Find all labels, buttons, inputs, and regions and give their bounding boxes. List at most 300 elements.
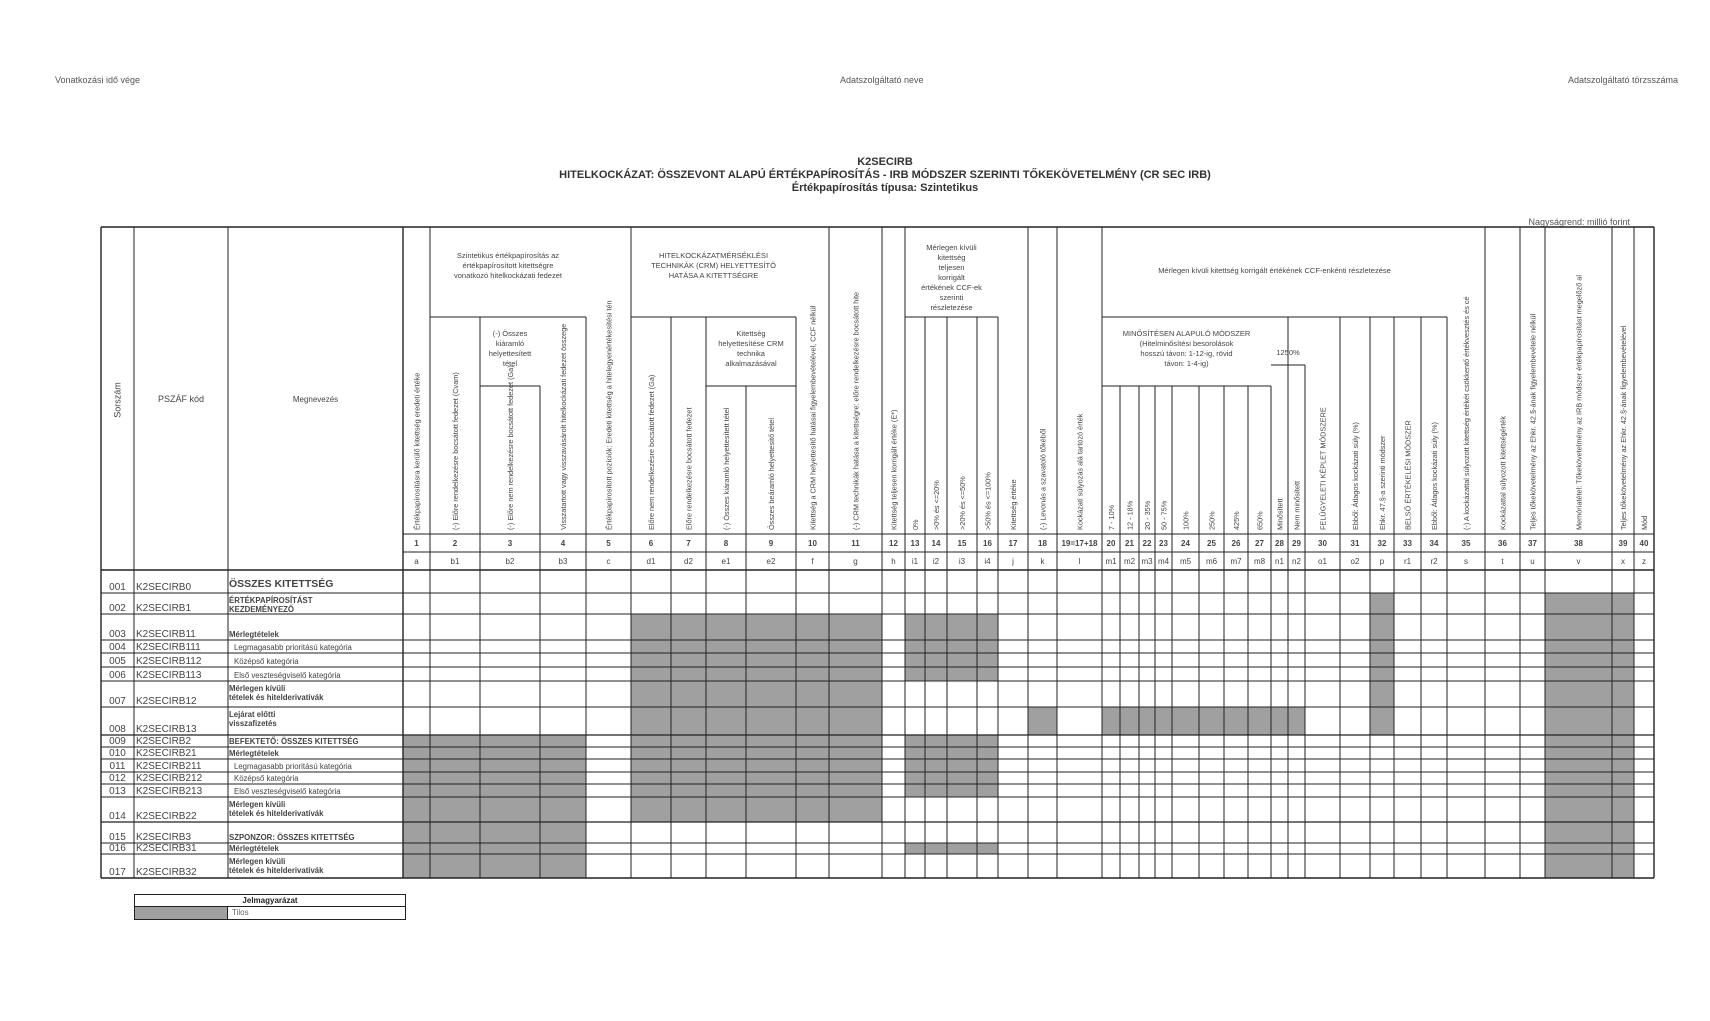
column-header-v: Memóriatétel: Tőkekövetelmény az IRB módszer értékpapírosítást megelőző al <box>1574 275 1584 530</box>
forbidden-cell <box>1612 614 1634 640</box>
column-header-i3: >20% és <=50% <box>958 476 967 530</box>
column-header-b1: (-) Előre rendelkezésre bocsátott fedezet (Cvam) <box>451 372 460 530</box>
forbidden-cell <box>829 667 882 681</box>
column-letter: u <box>1530 557 1535 566</box>
forbidden-cell <box>631 797 671 822</box>
forbidden-cell <box>403 797 430 822</box>
row-name: SZPONZOR: ÖSSZES KITETTSÉG <box>229 833 355 842</box>
forbidden-cell <box>540 822 586 843</box>
group-header-g2: kiáramló <box>495 339 525 348</box>
row-name: Mérlegen kívüli <box>229 857 286 866</box>
row-number: 011 <box>109 761 126 772</box>
column-letter: b1 <box>450 557 460 566</box>
column-number: 12 <box>889 539 898 548</box>
forbidden-cell <box>430 759 480 772</box>
forbidden-cell <box>430 772 480 784</box>
forbidden-cell <box>977 759 998 772</box>
forbidden-cell <box>1370 681 1394 707</box>
column-number: 20 <box>1106 539 1116 548</box>
column-letter: g <box>853 557 858 566</box>
unit-label: Nagyságrend: millió forint <box>1528 217 1630 227</box>
group-header-g6: Mérlegen kívüli kitettség korrigált értékének CCF-enkénti részletezése <box>1158 266 1391 275</box>
column-header-m8: 650% <box>1255 511 1265 530</box>
forbidden-cell <box>947 772 977 784</box>
column-number: 38 <box>1574 539 1583 548</box>
forbidden-cell <box>403 747 430 759</box>
column-letter: m6 <box>1205 557 1218 566</box>
column-letter: o2 <box>1350 557 1360 566</box>
forbidden-cell <box>947 640 977 653</box>
forbidden-cell <box>947 667 977 681</box>
forbidden-cell <box>1545 640 1612 653</box>
forbidden-cell <box>829 797 882 822</box>
row-code: K2SECIRB212 <box>136 773 203 784</box>
column-letter: m3 <box>1141 557 1153 566</box>
column-letter: b2 <box>505 557 515 566</box>
column-number: 2 <box>452 539 458 548</box>
column-header-u: Teljes tőkekövetelmény az Ehkr. 42.§-ának figyelembevétele nélkül <box>1528 313 1538 530</box>
forbidden-cell <box>671 667 706 681</box>
row-number: 005 <box>109 656 126 667</box>
forbidden-cell <box>631 653 671 667</box>
column-letter: d2 <box>684 557 693 566</box>
row-name: Legmagasabb prioritású kategória <box>234 643 352 652</box>
group-header-g7: MINŐSÍTÉSEN ALAPULÓ MÓDSZER <box>1122 329 1251 338</box>
row-name: Mérlegen kívüli <box>229 800 286 809</box>
column-letter: v <box>1576 557 1581 566</box>
forbidden-cell <box>977 653 998 667</box>
forbidden-cell <box>1612 822 1634 843</box>
column-header-d1: Előre nem rendelkezésre bocsátott fedezet (Ga) <box>647 374 656 530</box>
forbidden-cell <box>1370 707 1394 735</box>
column-header-e2: Összes beáramló helyettesítő tétel <box>767 418 776 530</box>
column-letter: e1 <box>721 557 731 566</box>
forbidden-cell <box>706 640 746 653</box>
legend-swatch <box>135 907 228 919</box>
column-letter: a <box>414 557 419 566</box>
column-number: 31 <box>1350 539 1360 548</box>
column-number: 8 <box>723 539 729 548</box>
row-code: K2SECIRB22 <box>136 811 197 822</box>
forbidden-cell <box>540 735 586 747</box>
forbidden-cell <box>1545 667 1612 681</box>
group-header-g7: távon: 1-4-ig) <box>1164 359 1209 368</box>
row-code: K2SECIRB3 <box>136 832 192 843</box>
row-name: Legmagasabb prioritású kategória <box>234 762 352 771</box>
column-header-s: (-) A kockázattal súlyozott kitettség értékét csökkentő értékvesztés és cé <box>1462 296 1471 530</box>
row-code: K2SECIRB2 <box>136 736 192 747</box>
forbidden-cell <box>796 772 829 784</box>
column-letter: m7 <box>1230 557 1242 566</box>
forbidden-cell <box>430 843 480 854</box>
row-code: K2SECIRB113 <box>136 670 202 681</box>
forbidden-cell <box>829 735 882 747</box>
column-number: 7 <box>686 539 691 548</box>
row-code: K2SECIRB112 <box>136 656 202 667</box>
reporting-period-label: Vonatkozási idő vége <box>55 75 141 85</box>
forbidden-cell <box>706 681 746 707</box>
forbidden-cell <box>540 772 586 784</box>
forbidden-cell <box>480 854 540 878</box>
column-header-h: Kitettség teljesen korrigált értéke (E*) <box>889 409 899 530</box>
forbidden-cell <box>925 640 947 653</box>
column-number: 22 <box>1142 539 1152 548</box>
column-header-d2: Előre rendelkezésre bocsátott fedezet <box>684 407 694 530</box>
row-number: 004 <box>109 642 126 653</box>
reporter-id-label: Adatszolgáltató törzsszáma <box>1568 75 1679 85</box>
column-number: 19=17+18 <box>1061 539 1098 548</box>
forbidden-cell <box>671 640 706 653</box>
forbidden-cell <box>1612 747 1634 759</box>
forbidden-cell <box>403 822 430 843</box>
group-header-g2: tétel <box>502 359 518 368</box>
column-number: 39 <box>1618 539 1628 548</box>
forbidden-cell <box>1612 797 1634 822</box>
row-code: K2SECIRB1 <box>136 603 192 614</box>
forbidden-cell <box>947 653 977 667</box>
forbidden-cell <box>796 614 829 640</box>
row-name: ÉRTÉKPAPÍROSÍTÁST <box>229 596 313 605</box>
column-header-m5: 100% <box>1181 511 1191 530</box>
forbidden-cell <box>706 707 746 735</box>
group-header-g5: kitettség <box>937 253 966 262</box>
row-number: 008 <box>109 724 126 735</box>
forbidden-cell <box>1370 614 1394 640</box>
column-number: 36 <box>1498 539 1507 548</box>
row-code: K2SECIRB31 <box>136 843 197 854</box>
column-letter: z <box>1642 557 1646 566</box>
column-header-r2: Ebből: Átlagos kockázati súly (%) <box>1430 422 1439 530</box>
forbidden-cell <box>977 640 998 653</box>
column-header-r1: BELSŐ ÉRTÉKELÉSI MÓDSZER <box>1403 420 1413 530</box>
column-header-m3: 20 - 35% <box>1143 500 1152 530</box>
column-letter: r1 <box>1403 557 1412 566</box>
forbidden-cell <box>631 747 671 759</box>
forbidden-cell <box>829 759 882 772</box>
column-header-p: Ehkr. 47.§-a szerinti módszer <box>1378 435 1387 530</box>
legend <box>134 894 406 920</box>
column-header-t: Kockázattal súlyozott kitettségérték <box>1498 416 1508 530</box>
column-number: 37 <box>1528 539 1537 548</box>
column-letter: i4 <box>984 557 991 566</box>
forbidden-cell <box>746 653 796 667</box>
column-letter: m8 <box>1253 557 1266 566</box>
forbidden-cell <box>829 681 882 707</box>
row-code: K2SECIRB111 <box>136 642 201 653</box>
row-number: 003 <box>109 629 126 640</box>
forbidden-cell <box>480 784 540 797</box>
forbidden-cell <box>1120 707 1139 735</box>
forbidden-cell <box>1612 759 1634 772</box>
row-name: Lejárat előtti <box>229 710 276 719</box>
forbidden-cell <box>430 735 480 747</box>
row-number: 009 <box>109 736 126 747</box>
forbidden-cell <box>925 747 947 759</box>
column-number: 15 <box>957 539 967 548</box>
column-number: 40 <box>1639 539 1649 548</box>
forbidden-cell <box>403 843 430 854</box>
column-letter: m4 <box>1157 557 1170 566</box>
forbidden-cell <box>671 784 706 797</box>
forbidden-cell <box>706 784 746 797</box>
forbidden-cell <box>1612 653 1634 667</box>
forbidden-cell <box>430 822 480 843</box>
forbidden-cell <box>480 747 540 759</box>
group-header-g5: Mérlegen kívüli <box>926 243 977 252</box>
forbidden-cell <box>977 747 998 759</box>
forbidden-cell <box>977 667 998 681</box>
forbidden-cell <box>540 843 586 854</box>
row-name: Első veszteségviselő kategória <box>234 787 341 796</box>
forbidden-cell <box>540 747 586 759</box>
forbidden-cell <box>829 772 882 784</box>
row-name: Mérlegtételek <box>229 844 279 853</box>
forbidden-cell <box>796 653 829 667</box>
forbidden-cell <box>977 614 998 640</box>
forbidden-cell <box>1545 593 1612 614</box>
forbidden-cell <box>631 784 671 797</box>
forbidden-cell <box>796 759 829 772</box>
forbidden-cell <box>671 747 706 759</box>
column-header-i4: >50% és <=100% <box>983 472 993 530</box>
row-code: K2SECIRB11 <box>136 629 196 640</box>
column-letter: x <box>1621 557 1625 566</box>
legend-title: Jelmagyarázat <box>135 895 405 907</box>
row-number: 012 <box>109 773 126 784</box>
forbidden-cell <box>977 784 998 797</box>
column-header-b2: (-) Előre nem rendelkezésre bocsátott fedezet (Ga) <box>506 365 515 530</box>
forbidden-cell <box>1612 667 1634 681</box>
row-name: Mérlegtételek <box>229 749 279 758</box>
column-letter: p <box>1379 557 1385 566</box>
column-header-o2: Ebből: Átlagos kockázati súly (%) <box>1351 422 1360 530</box>
row-number: 015 <box>109 832 126 843</box>
forbidden-cell <box>925 843 947 854</box>
column-letter: b3 <box>558 557 568 566</box>
column-number: 34 <box>1429 539 1439 548</box>
column-header-o1: FELÜGYELETI KÉPLET MÓDSZERE <box>1318 407 1328 530</box>
forbidden-cell <box>631 707 671 735</box>
forbidden-cell <box>430 747 480 759</box>
forbidden-cell <box>706 667 746 681</box>
forbidden-cell <box>905 640 925 653</box>
header-sorszam: Sorszám <box>112 382 123 418</box>
column-number: 18 <box>1038 539 1047 548</box>
forbidden-cell <box>1545 843 1612 854</box>
forbidden-cell <box>480 772 540 784</box>
column-header-c: Értékpapírosított pozíciók: Eredeti kitettség a hitelegyenértékesítési tén <box>604 300 614 530</box>
forbidden-cell <box>746 681 796 707</box>
group-header-g3: HATÁSA A KITETTSÉGRE <box>668 271 759 280</box>
row-number: 017 <box>109 867 126 878</box>
forbidden-cell <box>905 614 925 640</box>
column-header-x: Teljes tőkekövetelmény az Ehkr. 42.§-ának figyelembevételével <box>1619 325 1628 530</box>
forbidden-cell <box>1248 707 1271 735</box>
column-letter: i2 <box>932 557 940 566</box>
forbidden-cell <box>746 747 796 759</box>
column-letter: k <box>1040 557 1045 566</box>
forbidden-cell <box>829 653 882 667</box>
row-name: Mérlegtételek <box>229 630 279 639</box>
header-name: Megnevezés <box>292 395 339 404</box>
forbidden-cell <box>706 747 746 759</box>
forbidden-cell <box>977 843 998 854</box>
column-header-m2: 12 - 18% <box>1125 500 1135 530</box>
column-letter: d1 <box>646 557 656 566</box>
column-number: 13 <box>910 539 920 548</box>
forbidden-cell <box>746 784 796 797</box>
row-name: visszafizetés <box>229 719 277 728</box>
column-number: 26 <box>1231 539 1241 548</box>
forbidden-cell <box>706 772 746 784</box>
column-header-f: Kitettség a CRM helyettesítő hatásai figyelembevételével, CCF nélkül <box>808 305 818 530</box>
forbidden-cell <box>905 759 925 772</box>
forbidden-cell <box>1545 772 1612 784</box>
forbidden-cell <box>1545 707 1612 735</box>
column-header-i1: 0% <box>911 519 920 530</box>
group-header-g1: értékpapírosított kitettségre <box>462 261 554 270</box>
column-number: 30 <box>1318 539 1327 548</box>
forbidden-cell <box>1288 707 1305 735</box>
legend-item: Tilos <box>232 908 249 917</box>
forbidden-cell <box>430 797 480 822</box>
row-code: K2SECIRB12 <box>136 696 197 707</box>
column-number: 24 <box>1181 539 1190 548</box>
forbidden-cell <box>947 843 977 854</box>
forbidden-cell <box>631 614 671 640</box>
group-header-g4: alkalmazásával <box>725 359 777 368</box>
column-header-a: Értékpapírosításra kerülő kitettség eredeti értéke <box>412 372 422 530</box>
column-number: 4 <box>560 539 566 548</box>
column-number: 29 <box>1292 539 1301 548</box>
forbidden-cell <box>947 759 977 772</box>
forbidden-cell <box>1545 822 1612 843</box>
forbidden-cell <box>1545 759 1612 772</box>
forbidden-cell <box>796 667 829 681</box>
forbidden-cell <box>977 735 998 747</box>
column-number: 3 <box>507 539 513 548</box>
column-letter: t <box>1501 557 1504 566</box>
forbidden-cell <box>947 735 977 747</box>
forbidden-cell <box>1545 784 1612 797</box>
column-header-m7: 425% <box>1232 511 1241 530</box>
forbidden-cell <box>947 747 977 759</box>
forbidden-cell <box>746 759 796 772</box>
column-number: 33 <box>1403 539 1412 548</box>
forbidden-cell <box>671 681 706 707</box>
forbidden-cell <box>1545 747 1612 759</box>
column-letter: r2 <box>1430 557 1438 566</box>
forbidden-cell <box>977 772 998 784</box>
forbidden-cell <box>631 772 671 784</box>
column-letter: s <box>1464 557 1468 566</box>
forbidden-cell <box>631 759 671 772</box>
forbidden-cell <box>480 843 540 854</box>
forbidden-cell <box>671 614 706 640</box>
forbidden-cell <box>706 653 746 667</box>
forbidden-cell <box>1612 843 1634 854</box>
forbidden-cell <box>540 797 586 822</box>
forbidden-cell <box>1370 593 1394 614</box>
forbidden-cell <box>1612 707 1634 735</box>
column-letter: n1 <box>1275 557 1284 566</box>
row-code: K2SECIRB213 <box>136 786 203 797</box>
report-code: K2SECIRB <box>857 156 913 168</box>
row-number: 002 <box>109 603 126 614</box>
column-number: 21 <box>1125 539 1134 548</box>
row-name: Középső kategória <box>234 657 299 666</box>
column-letter: e2 <box>766 557 776 566</box>
forbidden-cell <box>829 707 882 735</box>
group-header-g1: Szintetikus értékpapírosítás az <box>456 251 560 260</box>
column-number: 35 <box>1461 539 1471 548</box>
forbidden-cell <box>671 772 706 784</box>
forbidden-cell <box>1370 653 1394 667</box>
forbidden-cell <box>706 759 746 772</box>
column-number: 14 <box>931 539 941 548</box>
forbidden-cell <box>947 614 977 640</box>
forbidden-cell <box>1545 797 1612 822</box>
forbidden-cell <box>947 784 977 797</box>
forbidden-cell <box>746 640 796 653</box>
column-header-e1: (-) Összes kiáramló helyettesített tétel <box>722 407 731 530</box>
column-letter: c <box>606 557 611 566</box>
forbidden-cell <box>1028 707 1057 735</box>
column-number: 25 <box>1207 539 1216 548</box>
forbidden-cell <box>1545 854 1612 878</box>
forbidden-cell <box>905 747 925 759</box>
forbidden-cell <box>925 614 947 640</box>
forbidden-cell <box>671 653 706 667</box>
column-number: 17 <box>1008 539 1018 548</box>
forbidden-cell <box>1545 653 1612 667</box>
group-header-g5: értékének CCF-ek <box>921 283 982 292</box>
row-number: 001 <box>109 582 126 593</box>
group-header-g8: 1250% <box>1276 348 1300 357</box>
header-pszaf-code: PSZÁF kód <box>157 394 205 404</box>
forbidden-cell <box>1199 707 1224 735</box>
forbidden-cell <box>905 735 925 747</box>
forbidden-cell <box>403 784 430 797</box>
legend-row <box>135 907 405 919</box>
row-number: 007 <box>109 696 126 707</box>
forbidden-cell <box>540 784 586 797</box>
forbidden-cell <box>1224 707 1248 735</box>
column-header-n2: Nem minősített <box>1292 480 1302 530</box>
forbidden-cell <box>480 797 540 822</box>
row-name: Első veszteségviselő kategória <box>234 671 341 680</box>
forbidden-cell <box>671 759 706 772</box>
column-number: 32 <box>1377 539 1387 548</box>
column-number: 6 <box>648 539 654 548</box>
row-name: KEZDEMÉNYEZŐ <box>229 605 294 614</box>
row-number: 006 <box>109 670 126 681</box>
forbidden-cell <box>403 772 430 784</box>
forbidden-cell <box>925 653 947 667</box>
forbidden-cell <box>925 759 947 772</box>
column-letter: o1 <box>1318 557 1327 566</box>
group-header-g2: helyettesített <box>488 349 532 358</box>
forbidden-cell <box>796 735 829 747</box>
column-letter: h <box>891 557 896 566</box>
forbidden-cell <box>631 681 671 707</box>
row-code: K2SECIRB0 <box>136 582 192 593</box>
row-name: tételek és hitelderivatívák <box>229 809 324 818</box>
column-letter: m5 <box>1179 557 1192 566</box>
forbidden-cell <box>925 772 947 784</box>
forbidden-cell <box>430 784 480 797</box>
group-header-g4: technika <box>737 349 765 358</box>
